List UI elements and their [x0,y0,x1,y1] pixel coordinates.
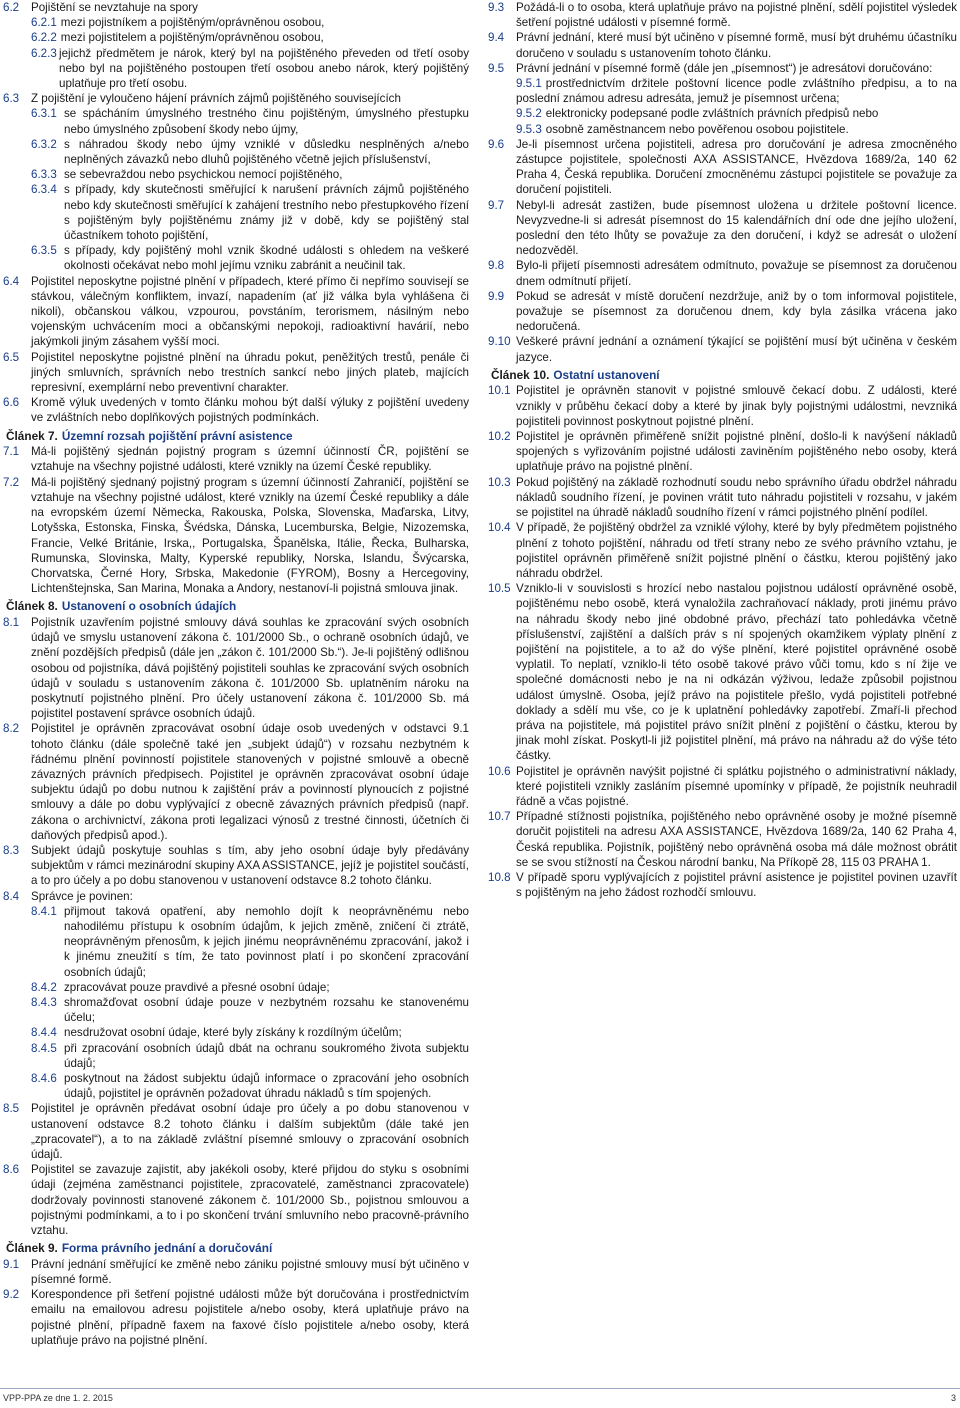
clause [3,30,469,45]
clause-number: 9.7 [488,198,505,212]
clause [488,61,957,76]
clause-number: 7.2 [3,475,20,489]
clause-number: 10.5 [488,582,511,596]
clause [3,106,469,136]
clause-number: 8.4.4 [31,1026,57,1040]
clause [3,475,469,597]
clause-text: Pokud pojištěný na základě rozhodnutí soudu nebo správního úřadu obdržel náhradu nákladů soudního řízení, je povinen vrátit tuto náhradu pojistiteli v rozsahu, v jakém se pojistitel na úhradě nákladů soudního řízení v rámci pojistného plnění podílel. [516,475,957,520]
clause [3,995,469,1025]
clause-text: elektronicky podepsané podle zvláštních právních předpisů nebo [545,107,879,121]
article-number: Článek 10. [491,367,550,382]
clause-number: 6.3.4 [31,183,57,197]
clause-number: 6.4 [3,274,20,288]
clause-text: Pojistitel je oprávněn zpracovávat osobní údaje osob uvedených v odstavci 9.1 tohoto článku (dále společně také jen „subjekt údajů“) v rozsahu nezbytném k řádnému plnění povinností pojistitele stanovených v pojistné smlouvě a obecně závazných právních předpisech. Pojistitel je oprávněn zpracovávat osobní údaje subjektu údajů po dobu nutnou k zajištění práv a povinností plynoucích z pojistné smlouvy a dále po dobu vyplývající z obecně závazných právních předpisů (např. zákona o archivnictví, zákona proti legalizaci výnosů z trestné činnosti, účetních či daňových předpisů apod.). [31,722,469,842]
article-number: Článek 8. [6,599,58,614]
article-title: Ustanovení o osobních údajích [61,599,237,614]
clause-text: mezi pojistníkem a pojištěným/oprávněnou osobou, [60,16,325,30]
clause-number: 10.6 [488,764,511,778]
clause-text: Korespondence při šetření pojistné události může být doručována i prostřednictvím emailu na emailovou adresu pojistitele a/nebo osoby, která uplatňuje právo na pojistné plnění, případně faxem na faxové číslo pojistitele a/nebo osoby, která uplatňuje právo na pojistné plnění. [31,1288,469,1347]
clause [488,30,957,60]
clause-number: 8.4.3 [31,995,57,1009]
clause-text: Pojistník uzavřením pojistné smlouvy dává souhlas ke zpracování svých osobních údajů ve smyslu ustanovení zákona č. 101/2000 Sb., o ochraně osobních údajů, ve znění pozdějších předpisů (dále jen „zákon č. 101/2000 Sb.“). Je-li pojištěný odlišnou osobou od pojistníka, dává pojištěný pojistiteli souhlas ke zpracování svých osobních údajů v souladu s ustanovením zákona č. 101/2000 Sb. uplatněním nároku na poskytnutí pojistného plnění. Pro účely ustanovení zákona č. 101/2000 Sb. má pojistitel postavení správce osobních údajů. [31,615,469,721]
clause-number: 8.4.6 [31,1072,57,1085]
clause [3,46,469,92]
clause-number: 10.1 [488,384,511,398]
clause-number: 9.1 [3,1257,20,1271]
clause-number: 8.4.2 [31,980,57,994]
clause-text: V případě sporu vyplývajících z pojistitel právní asistence je pojistitel povinen uzavřít s pojištěným na jeho žádost rozhodčí smlouvu. [516,870,957,900]
article-title: Územní rozsah pojištění právní asistence [61,428,293,443]
clause-number: 8.1 [3,615,20,629]
clause-number: 6.2 [3,1,20,14]
clause [3,182,469,243]
article-heading [3,429,469,445]
clause [3,1162,469,1238]
clause [488,383,957,429]
clause-number: 8.4.1 [31,904,57,918]
clause [488,198,957,259]
clause [3,843,469,889]
article-title: Ostatní ustanovení [553,367,660,382]
clause [488,122,957,137]
clause [3,274,469,350]
clause-text: s případy, kdy skutečnosti směřující k narušení právních zájmů pojištěného nebo kdy skutečnosti směřující k zahájení trestního nebo přestupkového řízení s pojištěným byly pojištěnému známy již v době, kdy se pojištěný stal účastníkem tohoto pojištění, [64,183,469,243]
clause-text: poskytnout na žádost subjektu údajů informace o zpracování jeho osobních údajů, pojistitel je oprávněn požadovat úhradu nákladů s tím spojených. [64,1072,469,1101]
article-heading [488,368,957,384]
footer-doc-id: VPP-PPA ze dne 1. 2. 2015 [3,1393,113,1403]
clause-number: 10.4 [488,521,511,535]
clause [3,15,469,30]
clause-number: 9.3 [488,1,505,14]
clause [488,581,957,763]
clause-text: Z pojištění je vyloučeno hájení právních zájmů pojištěného souvisejících [31,92,401,106]
clause-number: 6.3.3 [31,168,57,182]
clause [488,106,957,121]
clause-text: Má-li pojištěný sjednaný pojistný program s územní účinností Zahraničí, pojištění se vztahuje na všechny pojistné událost, které vznikly na území České republiky a dále na evropském území Německa, Rakouska, Polska, Slovenska, Maďarska, Litvy, Lotyšska, Estonska, Finska, Švédska, Dánska, Lucemburska, Belgie, Nizozemska, Francie, Velké Británie, Irska,, Portugalska, Španělska, Itálie, Řecka, Bulharska, Rumunska, Slovinska, Malty, Kyperské republiky, Norska, Islandu, Švýcarska, Chorvatska, Černé Hory, Srbska, Makedonie (FYROM), Bosny a Hercegoviny, Lichtenštejnska, San Marina, Monaka a Andory, nestanoví-li pojistná smlouva jinak. [31,475,469,596]
clause [3,0,469,15]
article-number: Článek 9. [6,1241,58,1256]
clause-text: se spácháním úmyslného trestného činu pojištěným, úmyslného přestupku nebo úmyslného způsobení škody nebo újmy, [64,107,469,136]
clause [488,475,957,521]
clause-number: 6.3 [3,92,20,106]
clause-number: 6.2.3 [31,46,57,60]
clause-text: Bylo-li přijetí písemnosti adresátem odmítnuto, považuje se písemnost za doručenou dnem odmítnutí přijetí. [516,259,957,288]
clause-text: Požádá-li o to osoba, která uplatňuje právo na pojistné plnění, sdělí pojistitel výsledek šetření pojistné události v písemné formě. [516,1,957,30]
clause-number: 10.3 [488,475,511,489]
article-heading [3,1241,469,1257]
clause-text: Je-li písemnost určena pojistiteli, adresa pro doručování je adresa zmocněného zástupce pojistitele, společnosti AXA ASSISTANCE, Hvězdova 1689/2a, 140 62 Praha 4, Česká republika. Doručení zmocněnému zástupci pojistitele se považuje za doručení pojistiteli. [516,137,957,197]
clause [3,1025,469,1040]
clause [3,1071,469,1101]
clause-number: 9.5.1 [516,77,542,91]
article-title: Forma právního jednání a doručování [61,1241,273,1256]
clause-text: při zpracování osobních údajů dbát na ochranu soukromého života subjektu údajů; [64,1041,469,1070]
clause [3,243,469,273]
article-heading [3,599,469,615]
clause-text: Pojistitel je oprávněn stanovit v pojistné smlouvě čekací dobu. Z události, které vznikly v průběhu čekací doby a které by jinak byly pojistnými událostmi, nevzniká pojistiteli povinnost poskytnout pojistné plnění. [516,384,957,428]
clause [3,615,469,721]
clause-number: 9.5.2 [516,107,542,121]
clause [3,1041,469,1071]
clause-number: 6.3.1 [31,107,57,121]
clause-number: 8.4 [3,889,20,903]
clause-number: 6.3.5 [31,244,57,258]
clause-number: 6.5 [3,350,20,364]
clause-text: Pojistitel je oprávněn přiměřeně snížit pojistné plnění, došlo-li k navýšení nákladů spojených s vyřizováním pojistné události zaviněním pojištěného nebo osoby, která uplatňuje právo na pojistné plnění. [516,430,957,474]
clause-text: přijmout taková opatření, aby nemohlo dojít k neoprávněnému nebo nahodilému přístupu k osobním údajům, k jejich změně, zničení či ztrátě, neoprávněným přenosům, k jejich jinému neoprávněnému zpracování, jakož i k jinému zneužití s tím, že tato povinnost platí i po skončení zpracování osobních údajů; [64,904,469,979]
clause-number: 10.8 [488,870,511,884]
clause-number: 9.5.3 [516,122,542,136]
left-column [3,0,469,1348]
clause-text: Pojistitel je oprávněn předávat osobní údaje pro účely a po dobu stanovenou v ustanovení odstavce 8.2 tohoto článku i dalším subjektům (dále také jen „zpracovatel“), a to na základě zvláštní písemné smlouvy o zpracování osobních údajů. [31,1102,469,1162]
clause-number: 8.5 [3,1102,20,1116]
clause [3,91,469,106]
clause-number: 6.3.2 [31,137,57,151]
clause [3,721,469,843]
clause-number: 9.8 [488,259,505,273]
clause [488,258,957,288]
clause-text: nesdružovat osobní údaje, které byly získány k rozdílným účelům; [64,1026,402,1040]
clause [3,395,469,425]
clause [3,137,469,167]
clause [3,889,469,904]
clause [488,520,957,581]
clause [488,0,957,30]
clause-number: 10.2 [488,430,511,444]
clause [3,444,469,474]
clause-text: Pokud se adresát v místě doručení nezdržuje, aniž by o tom informoval pojistitele, považuje se písemnost za doručenou dnem, kdy byla zásilka vrácena jako nedoručená. [516,289,957,334]
clause-text: Pojistitel neposkytne pojistné plnění v případech, které přímo či nepřímo souvisejí se stávkou, válečným konfliktem, invazí, napadením (ať již válka byla vyhlášena či nikoli), občanskou válkou, vzpourou, povstáním, terorismem, násilným nebo vojenským uchvácením moci a občanskými nepokoji, radioaktivní havárií, nebo jakýmkoli jiným zásahem vyšší moci. [31,274,469,349]
clause-text: Právní jednání směřující ke změně nebo zániku pojistné smlouvy musí být učiněno v písemné formě. [31,1257,469,1287]
clause-number: 6.2.2 [31,31,57,45]
clause-text: s náhradou škody nebo újmy vzniklé v důsledku nesplněných a/nebo neplněných závazků nebo dluhů pojištěného včetně jejich příslušenství, [64,137,469,167]
clause [488,76,957,106]
article-number: Článek 7. [6,428,58,443]
clause [3,167,469,182]
clause-number: 9.2 [3,1288,20,1302]
clause-text: Pojistitel neposkytne pojistné plnění na úhradu pokut, peněžitých trestů, penále či jiných smluvních, správních nebo trestních sankcí nebo jiných plateb, majících represivní, exemplární nebo preventivní charakter. [31,350,469,395]
clause-text: Nebyl-li adresát zastižen, bude písemnost uložena u držitele poštovní licence. Nevyzvedne-li si adresát písemnost do 15 kalendářních dní ode dne jejího uložení, poslední den této lhůty se považuje za den doručení, i když se adresát o uložení nedozvěděl. [516,198,957,258]
clause-number: 8.2 [3,722,20,736]
clause [488,137,957,198]
clause-number: 9.5 [488,61,505,75]
clause-text: Veškeré právní jednání a oznámení týkající se pojištění musí být učiněna v českém jazyce. [516,335,957,364]
clause-text: osobně zaměstnancem nebo pověřenou osobou pojistitele. [545,122,849,136]
clause-text: s případy, kdy pojištěný mohl vznik škodné události s ohledem na veškeré okolnosti očekávat nebo mohl jejímu vzniku zabránit a neučinil tak. [64,244,469,273]
clause [3,980,469,995]
clause-text: zpracovávat pouze pravdivé a přesné osobní údaje; [64,980,330,994]
clause-text: Má-li pojištěný sjednán pojistný program s územní účinností ČR, pojištění se vztahuje na všechny pojistné události, které vznikly na území České republiky. [31,445,469,474]
clause-number: 8.3 [3,843,20,857]
clause-text: se sebevraždou nebo psychickou nemocí pojištěného, [64,168,343,182]
clause-text: Vzniklo-li v souvislosti s hrozící nebo nastalou pojistnou událostí oprávněné osobě, pojištěnému nebo osobě, která vynaložila zachraňovací náklady, proti jinému právo na náhradu škody nebo jiné obdobné právo, přechází tato pohledávka včetně příslušenství, zajištění a dalších práv s ní spojených okamžikem výplaty plnění z pojištění na pojistitele, a to až do výše plnění, které pojistitel oprávněné osobě vyplatil. To neplatí, vzniklo-li této osobě takové právo vůči tomu, kdo s ní žije ve společné domácnosti nebo je na ni odkázán výživou, ledaže způsobil pojistnou událost úmyslně. Osoba, jejíž právo na pojistitele přešlo, vydá pojistiteli potřebné doklady a sdělí mu vše, co je k uplatnění pohledávky zapotřebí. Zmaří-li přechod práva na pojistitele, má pojistitel právo snížit plnění z pojištění o částku, kterou by jinak mohl získat. Poskytl-li již pojistitel plnění, má právo na náhradu až do výše této částky. [516,582,957,763]
right-column [488,0,957,900]
clause [3,350,469,396]
clause-text: Pojistitel se zavazuje zajistit, aby jakékoli osoby, které přijdou do styku s osobními údaji (zejména zaměstnanci pojistitele, zpracovatelé, zaměstnanci zpracovatele) dodržovaly povinnosti stanovené zákonem č. 101/2000 Sb., pojistnou smlouvou a pojistnými podmínkami, a to i po skončení trvání smluvního nebo pracovně-právního vztahu. [31,1163,469,1238]
clause [3,1101,469,1162]
clause [488,334,957,364]
clause-number: 6.6 [3,396,20,410]
clause-text: jejichž předmětem je nárok, který byl na pojištěného převeden od třetí osoby nebo byl na pojištěného postoupen třetí osobou anebo nárok, který pojištěný uplatňuje pro třetí osobu. [59,46,469,91]
clause [488,809,957,870]
clause-text: Pojištění se nevztahuje na spory [31,1,198,14]
clause-text: Případné stížnosti pojistníka, pojištěného nebo oprávněné osoby je možné písemně doručit pojistiteli na adresu AXA ASSISTANCE, Hvězdova 1689/2a, 140 62 Praha 4, Česká republika. Pojistník, pojištěný nebo oprávněná osoba má dále možnost obrátit se se svou stížností na Českou národní banku, Na Příkopě 28, 115 03 PRAHA 1. [516,810,957,869]
clause-text: Pojistitel je oprávněn navýšit pojistné či splátku pojistného o administrativní náklady, které pojistiteli vznikly zasláním písemné upomínky v případě, že pojistník neuhradil řádně a včas pojistné. [516,764,957,808]
clause [488,289,957,335]
clause [3,904,469,980]
clause-text: Subjekt údajů poskytuje souhlas s tím, aby jeho osobní údaje byly předávány subjektům v rámci mezinárodní skupiny AXA ASSISTANCE, jejíž je pojistitel součástí, a to pro účely a po dobu stanovenou v ustanovení odstavce 8.2 tohoto článku. [31,843,469,888]
clause [488,429,957,475]
clause-number: 7.1 [3,445,20,459]
clause-number: 6.2.1 [31,16,57,30]
clause-text: V případě, že pojištěný obdržel za vzniklé výlohy, které by byly předmětem pojistného plnění z tohoto pojištění, náhradu od třetí strany nebo ze svého právního vztahu, je pojistitel oprávněn přiměřeně snížit pojistné plnění o částku, kterou pojištěný jako náhradu obdržel. [516,521,957,580]
clause [3,1257,469,1287]
footer-rule [0,1388,960,1389]
page-number: 3 [950,1393,956,1403]
clause-number: 8.6 [3,1163,20,1177]
clause-text: prostřednictvím držitele poštovní licence podle zvláštního předpisu, a to na poslední známou adresu adresáta, jemuž je písemnost určena; [516,77,957,106]
clause-number: 9.6 [488,137,505,151]
clause [488,764,957,810]
clause-number: 9.9 [488,289,505,303]
clause [488,870,957,900]
clause-number: 10.7 [488,810,511,824]
clause-text: mezi pojistitelem a pojištěným/oprávněnou osobou, [60,31,324,45]
clause-text: Právní jednání, které musí být učiněno v písemné formě, musí být druhému účastníku doručeno v souladu s ustanovením tohoto článku. [516,31,957,60]
clause-text: Správce je povinen: [31,889,133,903]
clause-text: Kromě výluk uvedených v tomto článku mohou být další výluky z pojištění uvedeny ve zvláštních nebo doplňkových pojistných podmínkách. [31,396,469,425]
clause-number: 8.4.5 [31,1041,57,1055]
clause [3,1287,469,1348]
clause-number: 9.10 [488,335,511,349]
clause-number: 9.4 [488,31,505,45]
clause-text: shromažďovat osobní údaje pouze v nezbytném rozsahu ke stanovenému účelu; [64,995,469,1025]
clause-text: Právní jednání v písemné formě (dále jen „písemnost“) je adresátovi doručováno: [516,61,933,75]
